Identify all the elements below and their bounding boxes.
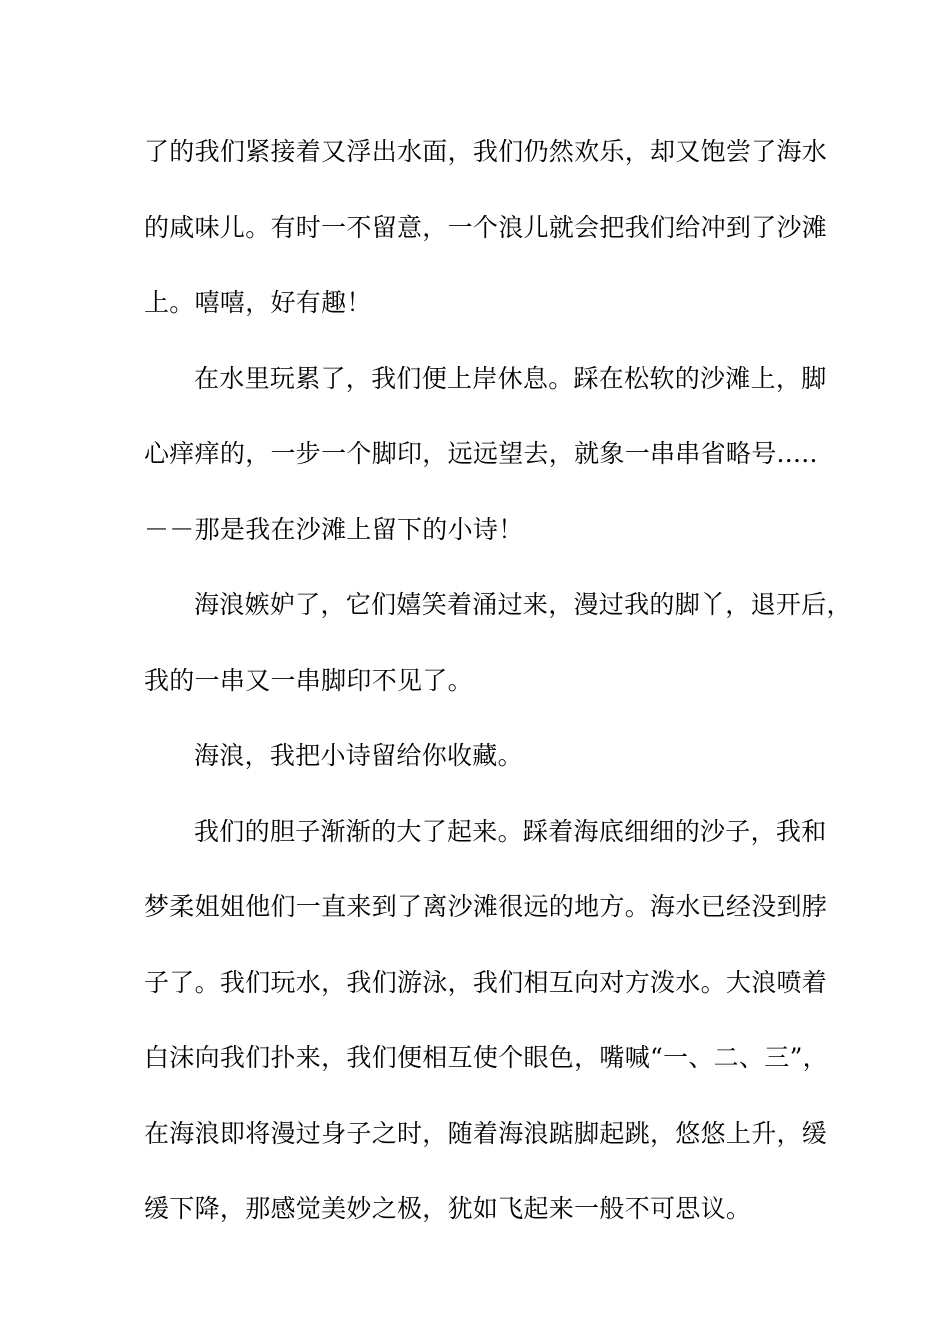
text-line-7: 海浪嫉妒了，它们嬉笑着涌过来，漫过我的脚丫，退开后， [194, 590, 852, 619]
text-line-14: 在海浪即将漫过身子之时，随着海浪踮脚起跳，悠悠上升，缓 [144, 1118, 828, 1148]
text-line-6: －－那是我在沙滩上留下的小诗！ [144, 514, 524, 544]
text-line-4: 在水里玩累了，我们便上岸休息。踩在松软的沙滩上，脚 [194, 363, 827, 393]
text-line-13: 白沫向我们扑来，我们便相互使个眼色，嘴喊“一、二、三”， [144, 1043, 828, 1072]
text-line-10: 我们的胆子渐渐的大了起来。踩着海底细细的沙子，我和 [194, 816, 827, 846]
body-text [144, 127, 852, 1260]
text-line-2: 的咸味儿。有时一不留意，一个浪儿就会把我们给冲到了沙滩 [144, 212, 828, 242]
text-line-15: 缓下降，那感觉美妙之极，犹如飞起来一般不可思议。 [144, 1194, 752, 1223]
text-line-9: 海浪，我把小诗留给你收藏。 [194, 741, 523, 770]
text-line-1: 了的我们紧接着又浮出水面，我们仍然欢乐，却又饱尝了海水 [144, 137, 828, 166]
text-line-12: 子了。我们玩水，我们游泳，我们相互向对方泼水。大浪喷着 [144, 967, 828, 997]
text-line-5: 心痒痒的，一步一个脚印，远远望去，就象一串串省略号..... [144, 439, 818, 468]
text-line-11: 梦柔姐姐他们一直来到了离沙滩很远的地方。海水已经没到脖 [144, 892, 828, 921]
text-line-8: 我的一串又一串脚印不见了。 [144, 665, 473, 695]
text-line-3: 上。嘻嘻，好有趣！ [144, 288, 372, 317]
